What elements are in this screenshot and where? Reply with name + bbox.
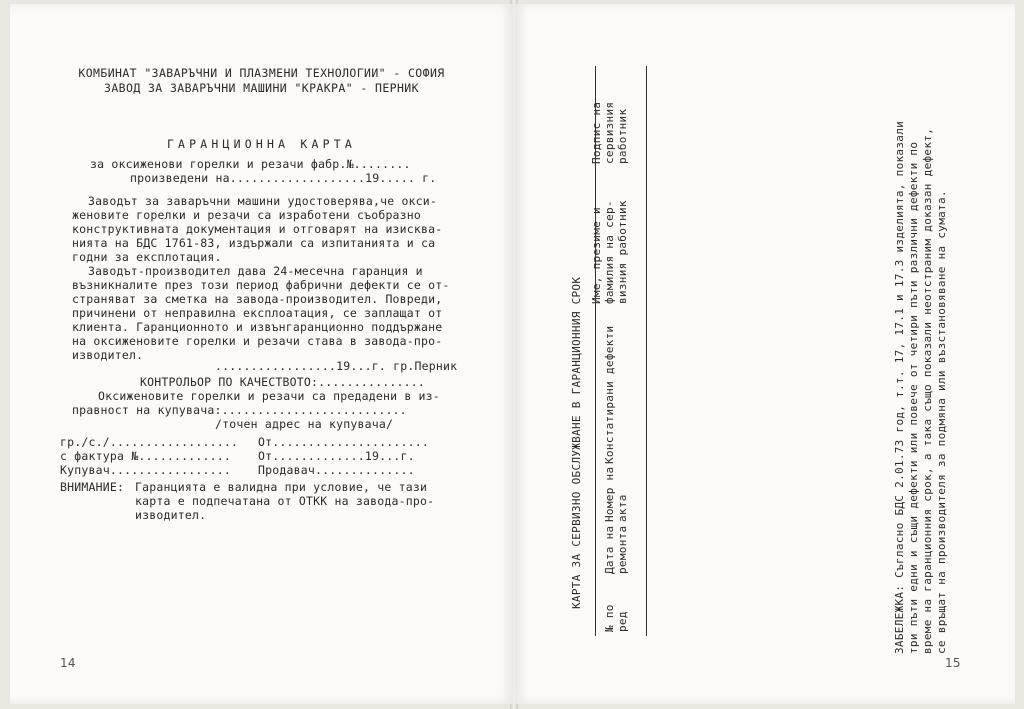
col-header-line: Име, презиме и (590, 207, 603, 304)
table-header-rule (646, 66, 647, 636)
col-header-line: Констатирани дефекти (603, 325, 616, 464)
header-line-1: КОМБИНАТ "ЗАВАРЪЧНИ И ПЛАЗМЕНИ ТЕХНОЛОГИИ" - СОФИЯ (78, 66, 445, 80)
page-number-right: 15 (945, 656, 961, 670)
col-header-line: Дата на (603, 525, 616, 574)
p1-line: конструктивната документация и отговарят на изисква- (72, 222, 443, 236)
p2-line: причинени от неправилна експлоатация, се заплащат от (72, 306, 443, 320)
col-header-line: № по (603, 604, 616, 632)
handover-line-1: Оксиженовите горелки и резачи са предадени в из- (98, 389, 440, 403)
col-header-date (603, 526, 629, 574)
note-line: се връщат на производителя за подмяна или възстановяване на сумата. (935, 190, 948, 654)
p2-line: изводител. (72, 348, 144, 362)
city-field: гр./с./.................. (60, 435, 239, 449)
address-hint: /точен адрес на купувача/ (215, 417, 394, 431)
col-header-line: ред (616, 611, 629, 632)
p1-line: женовите горелки и резачи са изработени съобразно (72, 208, 422, 222)
page-title: ГАРАНЦИОННА КАРТА (166, 137, 357, 151)
note-line: време на гаранционния срок, а така също показали неотстраним доказан дефект, (921, 127, 934, 654)
col-header-act-number (603, 467, 629, 522)
subtitle-serial: за оксиженови горелки и резачи фабр.№........ (90, 157, 411, 171)
service-table-title: КАРТА ЗА СЕРВИЗНО ОБСЛУЖВАНЕ В ГАРАНЦИОННИЯ СРОК (570, 276, 583, 609)
right-page (515, 4, 1015, 704)
p2-line: Заводът-производител дава 24-месечна гаранция и (88, 264, 423, 278)
col-header-line: работник (616, 108, 629, 164)
note-line: три пъти едни и същи дефекти или повече от четири пъти различни дефекти по (907, 141, 920, 654)
col-header-line: сервизния (603, 101, 616, 164)
attention-line: Гаранцията е валидна при условие, че тази (135, 480, 428, 494)
date-place-line: .................19...г. гр.Перник (215, 359, 458, 373)
col-header-line: Подпис на (590, 101, 603, 164)
p2-line: на оксиженовите горелки и резачи става в завода-про- (72, 334, 443, 348)
p1-line: нията на БДС 1761-83, издържали са изпитанията и са (72, 236, 436, 250)
warranty-note (893, 121, 949, 654)
p2-line: клиента. Гаранционното и извънгаранционно поддържане (72, 320, 443, 334)
p1-line: годни за експлотация. (72, 250, 222, 264)
col-header-defects (603, 326, 616, 464)
col-header-number (603, 604, 629, 632)
attention-label: ВНИМАНИЕ: (60, 480, 125, 494)
attention-line: изводител. (135, 508, 207, 522)
col-header-line: фамилия на сер- (603, 200, 616, 304)
p1-line: Заводът за заваръчни машини удостоверява,че окси- (88, 194, 438, 208)
from-field-1: От...................... (258, 435, 429, 449)
col-header-line: Номер на (603, 466, 616, 522)
col-header-line: ремонта (616, 525, 629, 574)
header-line-2: ЗАВОД ЗА ЗАВАРЪЧНИ МАШИНИ "КРАКРА" - ПЕРНИК (104, 81, 419, 95)
p2-line: възникналите през този период фабрични дефекти се от- (72, 278, 450, 292)
handover-line-2: правност на купувача:.......................... (72, 403, 407, 417)
seller-field: Продавач.............. (258, 463, 415, 477)
buyer-field: Купувач................. (60, 463, 231, 477)
subtitle-produced: произведени на...................19..... г. (130, 171, 437, 185)
from-field-2: От.............19...г. (258, 449, 415, 463)
left-page (10, 4, 513, 704)
col-header-technician-name (590, 200, 629, 304)
p2-line: страняват за сметка на завода-производител. Повреди, (72, 292, 443, 306)
col-header-line: акта (616, 494, 629, 522)
page-number-left: 14 (60, 656, 76, 670)
col-header-signature (590, 102, 629, 164)
quality-controller-line: КОНТРОЛЬОР ПО КАЧЕСТВОТО:............... (140, 375, 425, 389)
col-header-line: визния работник (616, 200, 629, 304)
attention-line: карта е подпечатана от ОТКК на завода-про- (135, 494, 435, 508)
invoice-field: с фактура №............. (60, 449, 231, 463)
note-line: ЗАБЕЛЕЖКА: Съгласно БДС 2.01.73 год, т.т. 17, 17.1 и 17.3 изделията, показали (893, 120, 906, 654)
